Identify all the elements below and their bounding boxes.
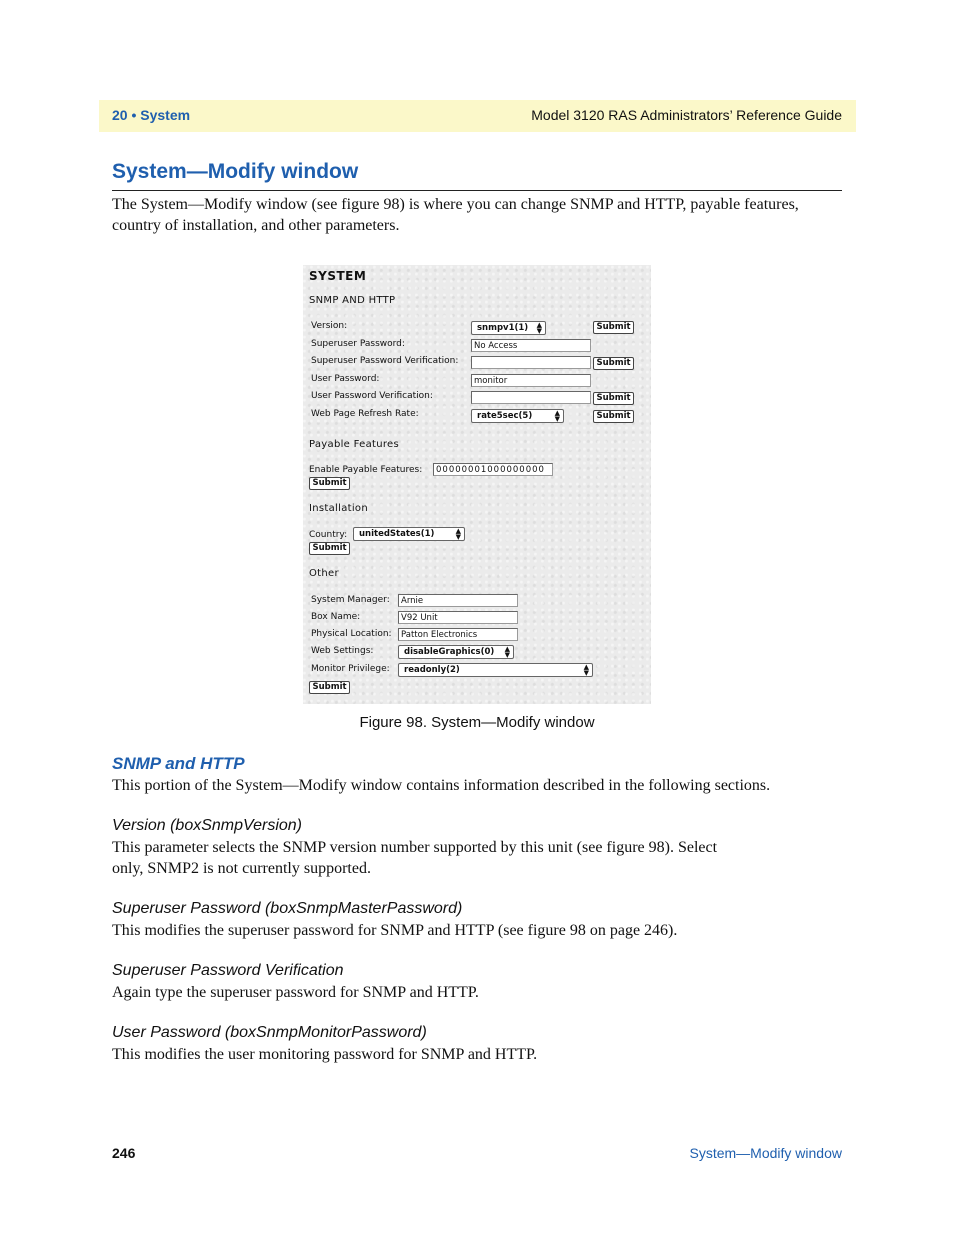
param-heading-user-password: User Password (boxSnmpMonitorPassword) — [112, 1024, 427, 1041]
intro-line-2: country of installation, and other parameters. — [112, 217, 400, 234]
enable-payable-input[interactable]: 00000001000000000 — [433, 463, 553, 476]
user-password-input[interactable]: monitor — [471, 374, 591, 387]
intro-line-1: The System—Modify window (see figure 98) is where you can change SNMP and HTTP, payable features, — [112, 196, 799, 213]
window-title: SYSTEM — [309, 269, 367, 283]
param-text-superuser-password: This modifies the superuser password for SNMP and HTTP (see figure 98 on page 246). — [112, 922, 678, 939]
running-header — [99, 100, 856, 132]
monitor-privilege-select[interactable] — [398, 663, 593, 677]
version-line-2: only, SNMP2 is not currently supported. — [112, 860, 371, 877]
country-select[interactable] — [353, 527, 465, 541]
version-select-value: snmpv1(1) — [477, 323, 529, 333]
superuser-submit-button[interactable]: Submit — [593, 357, 634, 370]
snmp-section-heading: SNMP AND HTTP — [309, 295, 396, 306]
version-line-1: This parameter selects the SNMP version number supported by this unit (see figure 98). Select — [112, 839, 718, 856]
box-name-label: Box Name: — [311, 612, 361, 622]
other-heading: Other — [309, 568, 339, 579]
other-submit-button[interactable]: Submit — [309, 681, 350, 694]
select-arrows-icon: ▲ ▼ — [583, 663, 589, 677]
figure-caption: Figure 98. System—Modify window — [359, 714, 595, 731]
chapter-label: 20 • System — [112, 107, 191, 123]
intro-paragraph — [112, 194, 842, 236]
web-settings-value: disableGraphics(0) — [404, 647, 495, 657]
param-heading-superuser-verification: Superuser Password Verification — [112, 962, 344, 979]
refresh-rate-select[interactable] — [471, 409, 564, 423]
web-settings-label: Web Settings: — [311, 646, 374, 656]
page-number: 246 — [112, 1145, 136, 1161]
superuser-password-input[interactable]: No Access — [471, 339, 591, 352]
user-verification-label: User Password Verification: — [311, 391, 433, 401]
snmp-http-paragraph: This portion of the System—Modify window contains information described in the following sections. — [112, 777, 771, 794]
web-settings-select[interactable] — [398, 645, 514, 659]
installation-heading: Installation — [309, 503, 368, 514]
user-password-submit-button[interactable]: Submit — [593, 392, 634, 405]
title-divider — [112, 190, 842, 191]
system-manager-input[interactable]: Arnie — [398, 594, 518, 607]
version-submit-button[interactable]: Submit — [593, 321, 634, 334]
superuser-verification-input[interactable] — [471, 356, 591, 369]
country-label: Country: — [309, 530, 348, 540]
monitor-privilege-value: readonly(2) — [404, 665, 460, 675]
system-manager-label: System Manager: — [311, 595, 390, 605]
param-text-superuser-verification: Again type the superuser password for SNMP and HTTP. — [112, 984, 479, 1001]
box-name-input[interactable]: V92 Unit — [398, 611, 518, 624]
system-modify-window-figure — [303, 265, 651, 704]
superuser-verification-label: Superuser Password Verification: — [311, 356, 459, 366]
param-text-user-password: This modifies the user monitoring password for SNMP and HTTP. — [112, 1046, 538, 1063]
param-heading-version: Version (boxSnmpVersion) — [112, 817, 303, 834]
version-label: Version: — [311, 321, 348, 331]
physical-location-label: Physical Location: — [311, 629, 392, 639]
footer-section-link: System—Modify window — [689, 1145, 842, 1161]
version-select[interactable] — [471, 321, 546, 335]
monitor-privilege-label: Monitor Privilege: — [311, 664, 390, 674]
payable-submit-button[interactable]: Submit — [309, 477, 350, 490]
param-heading-superuser-password: Superuser Password (boxSnmpMasterPassword) — [112, 900, 463, 917]
section-title: System—Modify window — [112, 160, 359, 183]
select-arrows-icon: ▲ ▼ — [536, 321, 542, 335]
select-arrows-icon: ▲ ▼ — [554, 409, 560, 423]
enable-payable-label: Enable Payable Features: — [309, 465, 423, 475]
payable-features-heading: Payable Features — [309, 439, 400, 450]
refresh-rate-value: rate5sec(5) — [477, 411, 533, 421]
superuser-password-label: Superuser Password: — [311, 339, 405, 349]
user-password-label: User Password: — [311, 374, 380, 384]
select-arrows-icon: ▲ ▼ — [504, 645, 510, 659]
select-arrows-icon: ▲ ▼ — [455, 527, 461, 541]
country-value: unitedStates(1) — [359, 529, 435, 539]
refresh-rate-label: Web Page Refresh Rate: — [311, 409, 419, 419]
physical-location-input[interactable]: Patton Electronics — [398, 628, 518, 641]
param-text-version — [112, 837, 842, 879]
installation-submit-button[interactable]: Submit — [309, 542, 350, 555]
snmp-http-heading: SNMP and HTTP — [112, 754, 245, 773]
guide-title: Model 3120 RAS Administrators’ Reference Guide — [531, 107, 842, 123]
refresh-rate-submit-button[interactable]: Submit — [593, 410, 634, 423]
user-verification-input[interactable] — [471, 391, 591, 404]
